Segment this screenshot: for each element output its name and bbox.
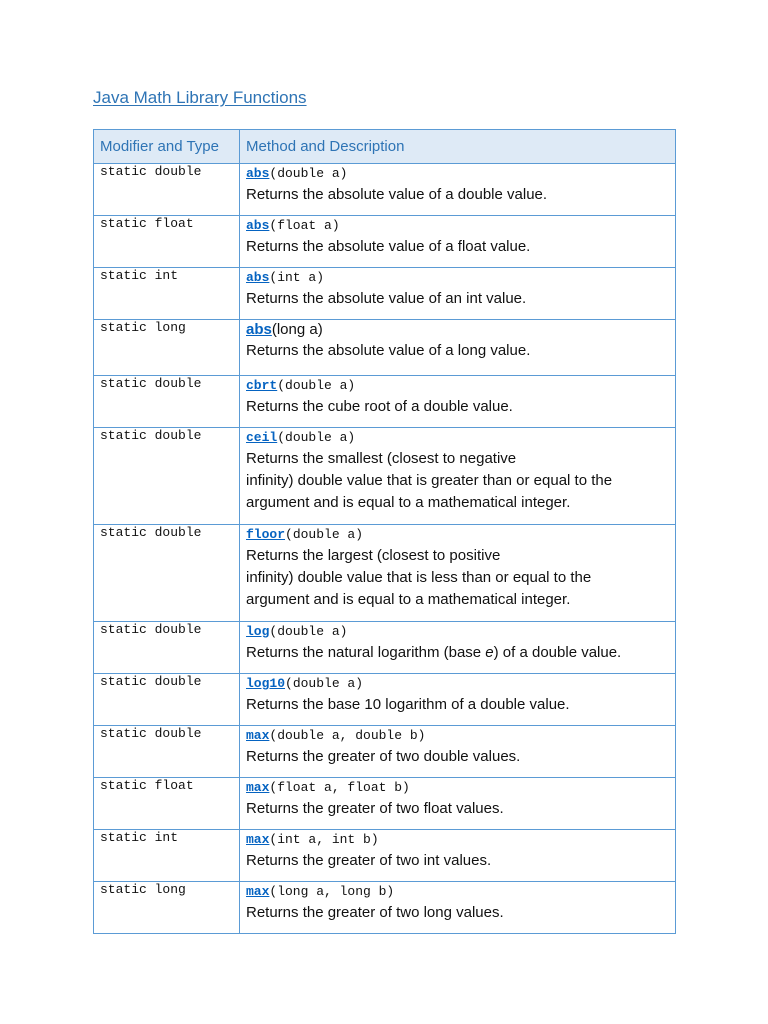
description-text: Returns the natural logarithm (base [246,644,486,661]
description-emphasis: e [485,644,494,661]
method-link[interactable]: cbrt [246,378,278,393]
method-description: Returns the base 10 logarithm of a double value. [246,696,570,713]
method-description: Returns the absolute value of a float value. [246,238,531,255]
method-params: (float a) [269,218,340,233]
method-signature [246,726,669,746]
method-cell [240,830,676,882]
table-row [94,882,676,934]
table-row [94,830,676,882]
table-row [94,778,676,830]
method-description: Returns the absolute value of an int value. [246,290,527,307]
header-modifier-and-type: Modifier and Type [94,130,240,164]
header-method-and-description: Method and Description [240,130,676,164]
modifier-cell: static double [94,376,240,428]
method-cell [240,320,676,376]
method-signature [246,376,669,396]
modifier-cell: static double [94,622,240,674]
method-link[interactable]: abs [246,218,270,233]
method-params: (double a, double b) [269,728,426,743]
method-description: Returns the greater of two long values. [246,904,504,921]
method-description: Returns the greater of two int values. [246,852,492,869]
table-row [94,726,676,778]
method-params: (double a) [277,378,356,393]
method-description: Returns the absolute value of a double value. [246,186,548,203]
method-params: (float a, float b) [269,780,410,795]
method-signature [246,674,669,694]
method-cell [240,268,676,320]
method-cell [240,778,676,830]
method-signature [246,428,669,448]
method-signature [246,622,669,642]
method-signature [246,525,669,545]
method-signature [246,268,669,288]
table-row [94,164,676,216]
method-params: (double a) [277,430,356,445]
method-cell [240,376,676,428]
modifier-cell: static float [94,778,240,830]
method-cell [240,674,676,726]
method-params: (double a) [285,527,364,542]
method-link[interactable]: max [246,884,270,899]
method-signature [246,216,669,236]
method-link[interactable]: max [246,780,270,795]
method-cell [240,882,676,934]
modifier-cell: static long [94,882,240,934]
modifier-cell: static long [94,320,240,376]
method-params: (long a) [271,321,323,338]
method-params: (long a, long b) [269,884,395,899]
method-description: Returns the greater of two float values. [246,800,504,817]
method-cell [240,525,676,622]
table-row [94,376,676,428]
table-row [94,525,676,622]
method-signature [246,778,669,798]
modifier-cell: static int [94,830,240,882]
method-signature [246,882,669,902]
table-row [94,216,676,268]
description-text: ) of a double value. [493,644,622,661]
method-params: (double a) [285,676,364,691]
method-description: Returns the cube root of a double value. [246,398,513,415]
method-signature [246,830,669,850]
method-cell [240,164,676,216]
method-cell [240,216,676,268]
modifier-cell: static float [94,216,240,268]
method-link[interactable]: ceil [246,430,278,445]
method-description-line: argument and is equal to a mathematical integer. [246,494,571,511]
method-params: (int a) [269,270,325,285]
method-description-line: argument and is equal to a mathematical integer. [246,591,571,608]
method-description-line: Returns the largest (closest to positive [246,547,501,564]
modifier-cell: static double [94,525,240,622]
method-description-line: infinity) double value that is less than or equal to the [246,569,592,586]
page-title: Java Math Library Functions [93,88,307,107]
method-description-line: infinity) double value that is greater than or equal to the [246,472,613,489]
methods-table [93,129,676,934]
method-description: Returns the absolute value of a long value. [246,342,531,359]
method-link[interactable]: floor [246,527,286,542]
method-cell [240,726,676,778]
method-params: (double a) [269,166,348,181]
method-link[interactable]: abs [246,166,270,181]
method-link[interactable]: max [246,832,270,847]
method-cell [240,622,676,674]
modifier-cell: static int [94,268,240,320]
method-params: (int a, int b) [269,832,379,847]
table-row [94,674,676,726]
method-description-line: Returns the smallest (closest to negative [246,450,517,467]
method-link[interactable]: log10 [246,676,286,691]
modifier-cell: static double [94,164,240,216]
table-row [94,320,676,376]
table-row [94,268,676,320]
method-params: (double a) [269,624,348,639]
table-header-row [94,130,676,164]
method-description: Returns the greater of two double values. [246,748,521,765]
method-link[interactable]: abs [246,321,272,338]
method-link[interactable]: max [246,728,270,743]
method-link[interactable]: abs [246,270,270,285]
table-row [94,622,676,674]
method-signature [246,164,669,184]
modifier-cell: static double [94,726,240,778]
method-description [246,642,669,664]
modifier-cell: static double [94,674,240,726]
method-signature [246,320,669,340]
method-link[interactable]: log [246,624,270,639]
table-row [94,428,676,525]
method-cell [240,428,676,525]
modifier-cell: static double [94,428,240,525]
